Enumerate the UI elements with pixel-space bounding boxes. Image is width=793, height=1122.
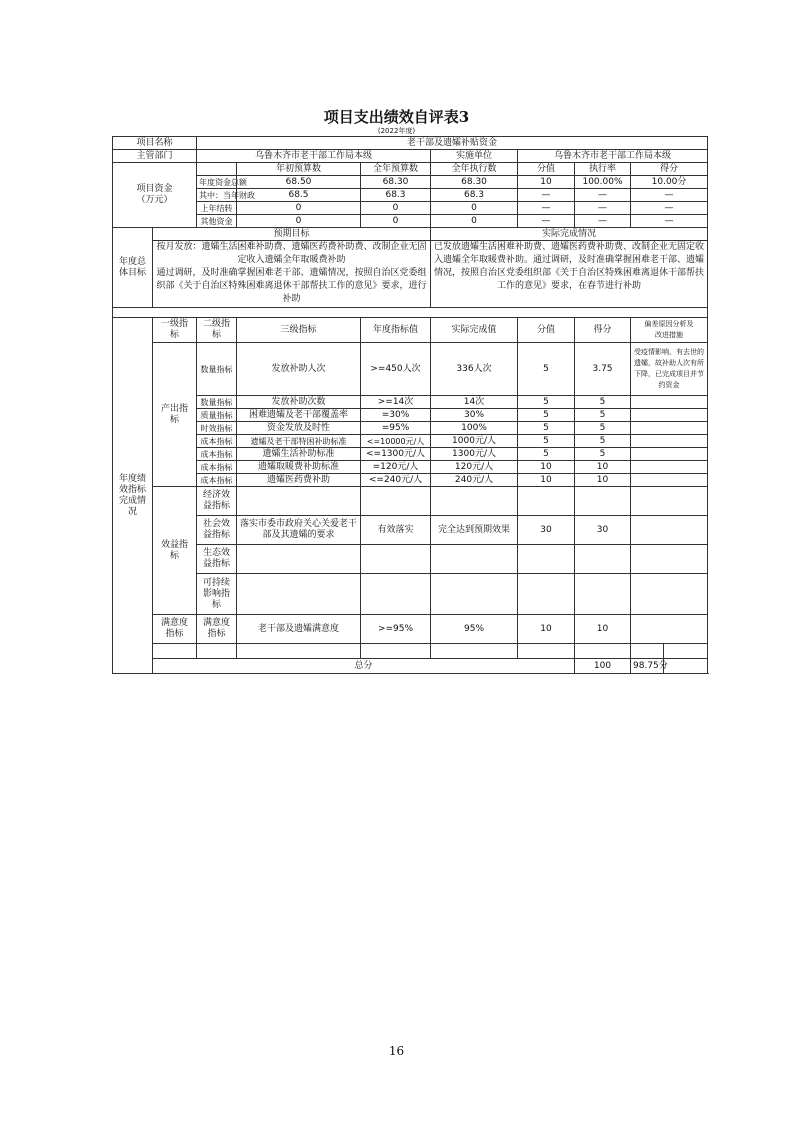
actual-cell: 100%: [431, 422, 518, 435]
page-number: 16: [388, 1044, 405, 1058]
level2-cell: 经济效 益指标: [197, 487, 237, 516]
actual-cell: 1000元/人: [431, 435, 518, 448]
target-cell: <=1300元/人: [361, 448, 431, 461]
score-value-cell: [518, 574, 575, 615]
deviation-cell: [631, 487, 708, 516]
indicator-row: [113, 474, 708, 487]
funds-cell: 100.00%: [575, 176, 631, 189]
level2-cell: 质量指标: [197, 409, 237, 422]
level2-cell: 生态效 益指标: [197, 545, 237, 574]
page-title: 项目支出绩效自评表3: [323, 108, 470, 126]
target-cell: [361, 545, 431, 574]
indicator-row: [113, 343, 708, 396]
funds-cell: 0: [361, 215, 431, 228]
funds-cell: —: [518, 189, 575, 202]
funds-cell: —: [631, 202, 708, 215]
funds-cell: —: [518, 215, 575, 228]
funds-header-initial: 年初预算数: [237, 163, 361, 176]
target-cell: [361, 574, 431, 615]
score-value-cell: 10: [518, 615, 575, 644]
funds-row: [113, 176, 708, 189]
empty-cell: [431, 644, 518, 659]
empty-cell: [361, 644, 431, 659]
empty-cell: [237, 644, 361, 659]
level3-cell: [237, 487, 361, 516]
funds-cell: 68.30: [361, 176, 431, 189]
funds-cell: 68.30: [431, 176, 518, 189]
empty-cell: [153, 644, 197, 659]
deviation-cell: [631, 574, 708, 615]
implementing-unit-value: 乌鲁木齐市老干部工作局本级: [518, 150, 708, 163]
funds-cell: 0: [431, 215, 518, 228]
project-name-row: [113, 137, 708, 150]
funds-cell: 68.3: [361, 189, 431, 202]
satisfaction-level1: 满意度 指标: [153, 615, 197, 644]
level2-cell: 满意度 指标: [197, 615, 237, 644]
level3-cell: 遗孀及老干部特困补助标准: [237, 435, 361, 448]
indicator-row: [113, 435, 708, 448]
header-score-value: 分值: [518, 318, 575, 343]
goal-header-row: [113, 228, 708, 241]
funds-cell: 68.5: [237, 189, 361, 202]
total-score: 98.75分: [631, 659, 664, 674]
target-cell: >=95%: [361, 615, 431, 644]
year-label: (2022年度): [377, 127, 416, 135]
spacer-row: [113, 308, 708, 318]
funds-cell: 10.00分: [631, 176, 708, 189]
total-score-value: 100: [575, 659, 631, 674]
funds-label: 项目资金 （万元）: [113, 163, 197, 228]
total-label: 总分: [153, 659, 575, 674]
level3-cell: 资金发放及时性: [237, 422, 361, 435]
funds-row-label: 其他资金: [197, 215, 237, 228]
level3-cell: 发放补助次数: [237, 396, 361, 409]
score-cell: [575, 574, 631, 615]
deviation-cell: [631, 409, 708, 422]
score-value-cell: [518, 545, 575, 574]
funds-row-label: 上年结转: [197, 202, 237, 215]
funds-header-row: [113, 163, 708, 176]
level3-cell: 遗孀医药费补助: [237, 474, 361, 487]
funds-header-annual: 全年预算数: [361, 163, 431, 176]
score-value-cell: 5: [518, 422, 575, 435]
department-label: 主管部门: [113, 150, 197, 163]
goal-label: 年度总 体目标: [113, 228, 153, 308]
deviation-cell: [631, 474, 708, 487]
score-cell: 30: [575, 516, 631, 545]
empty-cell: [197, 644, 237, 659]
level3-cell: [237, 574, 361, 615]
level3-cell: 发放补助人次: [237, 343, 361, 396]
target-cell: =30%: [361, 409, 431, 422]
implementing-unit-label: 实施单位: [431, 150, 518, 163]
score-value-cell: [518, 487, 575, 516]
funds-row: [113, 189, 708, 202]
funds-cell: 10: [518, 176, 575, 189]
score-cell: [575, 545, 631, 574]
indicator-row: [113, 574, 708, 615]
level3-cell: 遗孀生活补助标准: [237, 448, 361, 461]
funds-cell: 0: [361, 202, 431, 215]
actual-cell: [431, 545, 518, 574]
level3-cell: 困难遗孀及老干部覆盖率: [237, 409, 361, 422]
funds-cell: 0: [237, 202, 361, 215]
funds-cell: 0: [237, 215, 361, 228]
deviation-cell: [631, 545, 708, 574]
evaluation-table: [112, 136, 708, 674]
score-value-cell: 10: [518, 461, 575, 474]
level2-cell: 成本指标: [197, 448, 237, 461]
score-value-cell: 5: [518, 396, 575, 409]
funds-cell: 68.3: [431, 189, 518, 202]
score-cell: 5: [575, 422, 631, 435]
funds-cell: —: [575, 189, 631, 202]
goal-actual-text: 已发放遗孀生活困难补助费、遗孀医药费补助费、改制企业无固定收入遗孀全年取暖费补助。通过调研，及时准确掌握困难老干部、遗孀情况，按照自治区党委组织部《关于自治区特殊困难离退休干部帮扶工作的意见》要求，在春节进行补助: [431, 241, 708, 308]
total-row: [113, 659, 708, 674]
goal-expected-text: 按月发放：遗孀生活困难补助费、遗孀医药费补助费、改制企业无固定收入遗孀全年取暖费补助 通过调研，及时准确掌握困难老干部、遗孀情况，按照自治区党委组织部《关于自治区特殊困难离退休干部帮扶工作的意见》要求，进行补助: [153, 241, 431, 308]
indicators-header-row: [113, 318, 708, 343]
deviation-cell: [631, 461, 708, 474]
funds-cell: —: [631, 215, 708, 228]
header-deviation: 偏差原因分析及 改进措施: [631, 318, 708, 343]
indicator-row: [113, 422, 708, 435]
level2-cell: 成本指标: [197, 435, 237, 448]
target-cell: <=10000元/人: [361, 435, 431, 448]
header-level1: 一级指 标: [153, 318, 197, 343]
empty-cell: [518, 644, 575, 659]
indicator-row: [113, 615, 708, 644]
score-cell: 10: [575, 474, 631, 487]
score-cell: 10: [575, 615, 631, 644]
deviation-cell: [631, 516, 708, 545]
goal-expected-header: 预期目标: [153, 228, 431, 241]
level2-cell: 数量指标: [197, 396, 237, 409]
level2-cell: 社会效 益指标: [197, 516, 237, 545]
header-level3: 三级指标: [237, 318, 361, 343]
funds-cell: —: [631, 189, 708, 202]
actual-cell: [431, 574, 518, 615]
score-cell: 3.75: [575, 343, 631, 396]
indicator-row: [113, 545, 708, 574]
header-actual: 实际完成值: [431, 318, 518, 343]
funds-cell: 68.50: [237, 176, 361, 189]
actual-cell: 1300元/人: [431, 448, 518, 461]
target-cell: >=450人次: [361, 343, 431, 396]
actual-cell: [431, 487, 518, 516]
benefit-indicators-label: 效益指 标: [153, 487, 197, 615]
actual-cell: 14次: [431, 396, 518, 409]
score-value-cell: 5: [518, 409, 575, 422]
actual-cell: 120元/人: [431, 461, 518, 474]
funds-header-score-value: 分值: [518, 163, 575, 176]
funds-row-label: 年度资金总额: [197, 176, 237, 189]
total-deviation: [664, 659, 708, 674]
indicator-row: [113, 409, 708, 422]
indicator-row: [113, 461, 708, 474]
funds-header-score: 得分: [631, 163, 708, 176]
score-value-cell: 10: [518, 474, 575, 487]
target-cell: >=14次: [361, 396, 431, 409]
spacer-cell: [113, 308, 708, 318]
department-row: [113, 150, 708, 163]
score-cell: 5: [575, 396, 631, 409]
deviation-cell: [631, 435, 708, 448]
actual-cell: 336人次: [431, 343, 518, 396]
actual-cell: 95%: [431, 615, 518, 644]
empty-cell: [664, 644, 708, 659]
score-cell: 10: [575, 461, 631, 474]
score-cell: 5: [575, 448, 631, 461]
funds-header-rate: 执行率: [575, 163, 631, 176]
level2-cell: 时效指标: [197, 422, 237, 435]
target-cell: <=240元/人: [361, 474, 431, 487]
project-name-label: 项目名称: [113, 137, 197, 150]
empty-row: [113, 644, 708, 659]
funds-row: [113, 215, 708, 228]
funds-cell: 0: [431, 202, 518, 215]
funds-header-blank: [197, 163, 237, 176]
level3-cell: 老干部及遗孀满意度: [237, 615, 361, 644]
level3-cell: 落实市委市政府关心关爱老干部及其遗孀的要求: [237, 516, 361, 545]
actual-cell: 240元/人: [431, 474, 518, 487]
level2-cell: 成本指标: [197, 474, 237, 487]
deviation-cell: [631, 615, 708, 644]
funds-row: [113, 202, 708, 215]
funds-cell: —: [518, 202, 575, 215]
funds-row-label: 其中：当年财政: [197, 189, 237, 202]
score-cell: 5: [575, 435, 631, 448]
deviation-cell: [631, 396, 708, 409]
indicator-row: [113, 516, 708, 545]
level3-cell: 遗孀取暖费补助标准: [237, 461, 361, 474]
level2-cell: 数量指标: [197, 343, 237, 396]
score-cell: 5: [575, 409, 631, 422]
indicator-row: [113, 448, 708, 461]
target-cell: =95%: [361, 422, 431, 435]
goal-actual-header: 实际完成情况: [431, 228, 708, 241]
level2-cell: 可持续 影响指 标: [197, 574, 237, 615]
header-score: 得分: [575, 318, 631, 343]
header-level2: 二级指 标: [197, 318, 237, 343]
funds-cell: —: [575, 202, 631, 215]
score-value-cell: 30: [518, 516, 575, 545]
score-cell: [575, 487, 631, 516]
target-cell: [361, 487, 431, 516]
score-value-cell: 5: [518, 435, 575, 448]
department-value: 乌鲁木齐市老干部工作局本级: [197, 150, 431, 163]
actual-cell: 完全达到预期效果: [431, 516, 518, 545]
output-indicators-label: 产出指 标: [153, 343, 197, 487]
deviation-cell: 受疫情影响，有去世的遗孀，故补助人次有所下降，已完成项目并节约资金: [631, 343, 708, 396]
target-cell: 有效落实: [361, 516, 431, 545]
indicator-row: [113, 487, 708, 516]
level3-cell: [237, 545, 361, 574]
deviation-cell: [631, 422, 708, 435]
empty-cell: [631, 644, 664, 659]
goal-content-row: [113, 241, 708, 308]
score-value-cell: 5: [518, 448, 575, 461]
actual-cell: 30%: [431, 409, 518, 422]
deviation-cell: [631, 448, 708, 461]
header-target: 年度指标值: [361, 318, 431, 343]
level2-cell: 成本指标: [197, 461, 237, 474]
indicator-row: [113, 396, 708, 409]
project-name-value: 老干部及遗孀补贴资金: [197, 137, 708, 150]
score-value-cell: 5: [518, 343, 575, 396]
target-cell: =120元/人: [361, 461, 431, 474]
empty-cell: [575, 644, 631, 659]
funds-header-executed: 全年执行数: [431, 163, 518, 176]
funds-cell: —: [575, 215, 631, 228]
indicators-section-label: 年度绩 效指标 完成情 况: [113, 318, 153, 674]
